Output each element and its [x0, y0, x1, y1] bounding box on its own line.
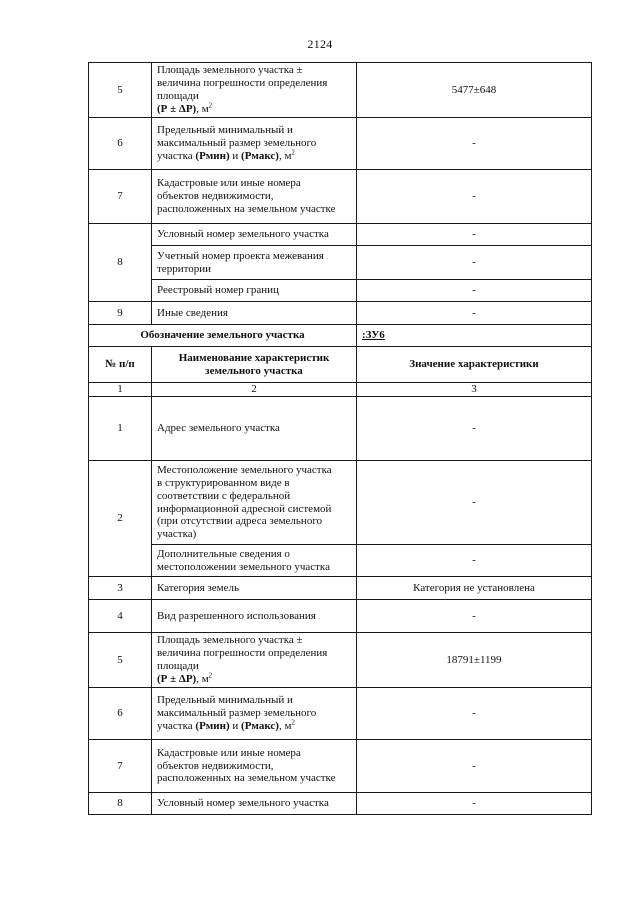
characteristic-name: Кадастровые или иные номера объектов недвижимости, расположенных на земельном участке	[152, 740, 357, 793]
characteristic-name: Условный номер земельного участка	[152, 793, 357, 815]
characteristic-name: Условный номер земельного участка	[152, 224, 357, 246]
column-index: 3	[357, 383, 592, 397]
table-row	[89, 740, 592, 793]
table-row	[89, 633, 592, 688]
row-number: 8	[89, 224, 152, 302]
characteristic-name: Дополнительные сведения о местоположении земельного участка	[152, 545, 357, 577]
row-number: 6	[89, 118, 152, 170]
characteristic-value: -	[357, 545, 592, 577]
table-row	[89, 577, 592, 600]
characteristic-value: 5477±648	[357, 63, 592, 118]
characteristic-value: -	[357, 397, 592, 461]
characteristic-name: Иные сведения	[152, 302, 357, 325]
column-index-row	[89, 383, 592, 397]
characteristic-value: Категория не установлена	[357, 577, 592, 600]
table-row	[89, 280, 592, 302]
table-row	[89, 545, 592, 577]
characteristic-value: 18791±1199	[357, 633, 592, 688]
designation-label: Обозначение земельного участка	[89, 325, 357, 347]
characteristic-name: Площадь земельного участка ± величина погрешности определения площади (Р ± ΔР), $м^2$	[152, 63, 357, 118]
header-name: Наименование характеристик земельного участка	[152, 347, 357, 383]
characteristic-name: Учетный номер проекта межевания территории	[152, 246, 357, 280]
characteristic-name: Предельный минимальный и максимальный размер земельного участка (Рмин) и (Рмакс), $м^2$	[152, 118, 357, 170]
characteristic-name: Адрес земельного участка	[152, 397, 357, 461]
table-row	[89, 63, 592, 118]
table-row	[89, 302, 592, 325]
characteristic-name: Предельный минимальный и максимальный размер земельного участка (Рмин) и (Рмакс), $м^2$	[152, 688, 357, 740]
table-row	[89, 793, 592, 815]
page-number: 2124	[307, 37, 333, 51]
row-number: 5	[89, 633, 152, 688]
characteristic-value: -	[357, 461, 592, 545]
table-row	[89, 246, 592, 280]
table-row	[89, 224, 592, 246]
characteristic-value: -	[357, 170, 592, 224]
characteristic-value: -	[357, 246, 592, 280]
characteristic-value: -	[357, 118, 592, 170]
characteristic-name: Вид разрешенного использования	[152, 600, 357, 633]
row-number: 9	[89, 302, 152, 325]
row-number: 7	[89, 740, 152, 793]
characteristic-name: Кадастровые или иные номера объектов недвижимости, расположенных на земельном участке	[152, 170, 357, 224]
designation-row	[89, 325, 592, 347]
characteristic-value: -	[357, 302, 592, 325]
row-number: 1	[89, 397, 152, 461]
row-number: 7	[89, 170, 152, 224]
table-row	[89, 461, 592, 545]
land-plot-table	[88, 62, 592, 815]
column-index: 2	[152, 383, 357, 397]
row-number: 3	[89, 577, 152, 600]
characteristic-value: -	[357, 688, 592, 740]
row-number: 8	[89, 793, 152, 815]
row-number: 6	[89, 688, 152, 740]
characteristic-value: -	[357, 280, 592, 302]
row-number: 5	[89, 63, 152, 118]
header-number: № п/п	[89, 347, 152, 383]
header-row	[89, 347, 592, 383]
characteristic-name: Реестровый номер границ	[152, 280, 357, 302]
table-row	[89, 170, 592, 224]
characteristic-value: -	[357, 793, 592, 815]
characteristic-value: -	[357, 740, 592, 793]
characteristic-name: Местоположение земельного участка в структурированном виде в соответствии с федеральной информационной адресной системой (при отсутствии адреса земельного участка)	[152, 461, 357, 545]
characteristic-value: -	[357, 224, 592, 246]
table-row	[89, 688, 592, 740]
characteristic-name: Категория земель	[152, 577, 357, 600]
characteristic-name: Площадь земельного участка ± величина погрешности определения площади (Р ± ΔР), $м^2$	[152, 633, 357, 688]
table-row	[89, 118, 592, 170]
characteristic-value: -	[357, 600, 592, 633]
row-number: 2	[89, 461, 152, 577]
column-index: 1	[89, 383, 152, 397]
table-row	[89, 397, 592, 461]
row-number: 4	[89, 600, 152, 633]
designation-code: :ЗУ6	[357, 325, 592, 347]
table-row	[89, 600, 592, 633]
header-value: Значение характеристики	[357, 347, 592, 383]
